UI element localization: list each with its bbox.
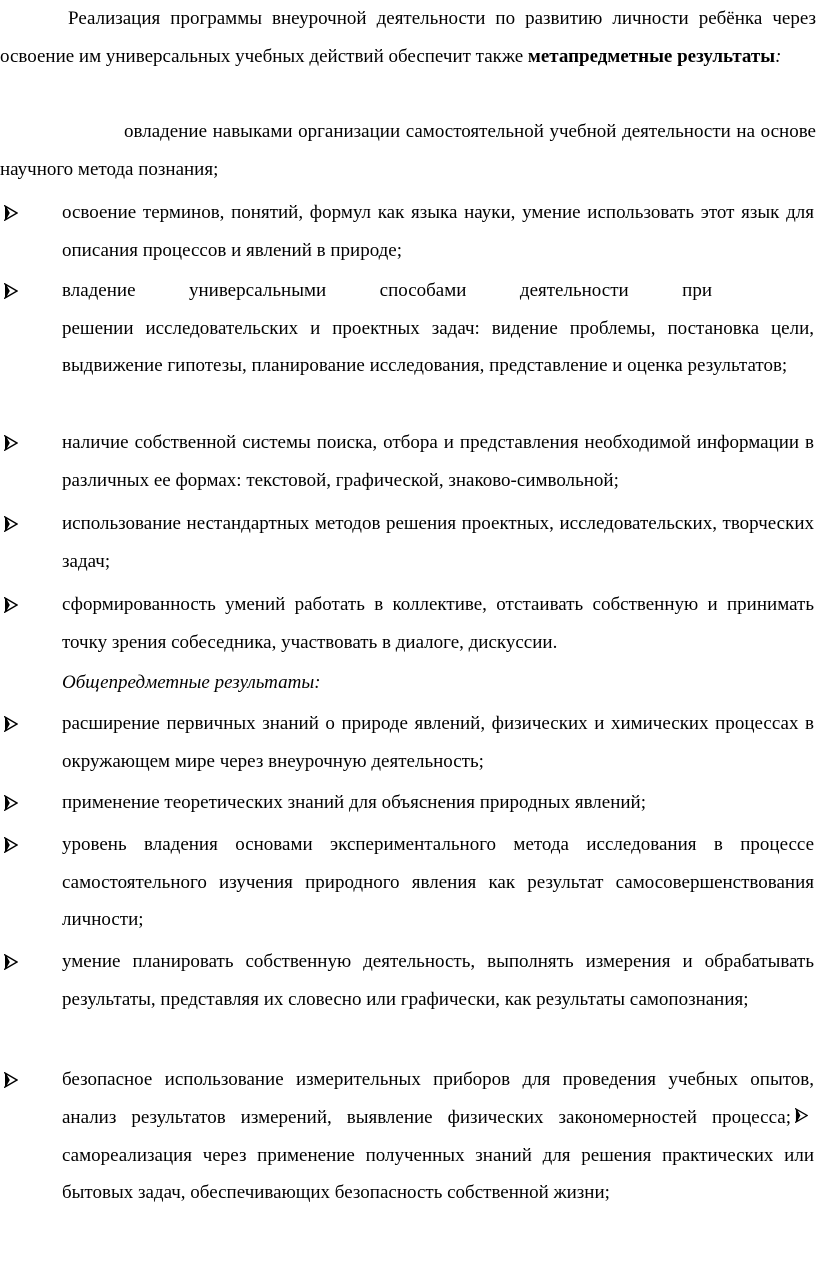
inline-item-text: самореализация через применение полученных знаний для решения практических или бытовых задач, обеспечивающих безопасность собственной жизни; <box>62 1144 814 1204</box>
list-item-text: умение планировать собственную деятельность, выполнять измерения и обрабатывать результаты, представляя их словесно или графически, как результаты самопознания; <box>62 951 814 1010</box>
intro-tail: : <box>775 45 782 67</box>
arrowhead-bullet-icon <box>0 272 22 310</box>
arrowhead-bullet-icon <box>0 505 22 543</box>
section-heading: Общепредметные результаты: <box>62 672 321 693</box>
intro-bold-term: метапредметные результаты <box>527 45 776 67</box>
arrowhead-bullet-icon <box>0 943 22 981</box>
arrowhead-bullet-icon <box>0 194 22 232</box>
arrowhead-bullet-icon <box>0 1061 22 1099</box>
list-item-text: применение теоретических знаний для объяснения природных явлений; <box>62 792 647 813</box>
list-item-text: решении исследовательских и проектных задач: видение проблемы, постановка цели, выдвижение гипотезы, планирование исследования, представление и оценка результатов; <box>62 317 814 376</box>
intro-paragraph <box>0 0 816 75</box>
arrowhead-bullet-icon <box>0 586 22 624</box>
list-item-text: расширение первичных знаний о природе явлений, физических и химических процессах в окружающем мире через внеурочную деятельность; <box>62 713 814 772</box>
list-item-text: освоение терминов, понятий, формул как языка науки, умение использовать этот язык для описания процессов и явлений в природе; <box>62 202 814 261</box>
list-item-text: наличие собственной системы поиска, отбора и представления необходимой информации в различных ее формах: текстовой, графической, знаково-символьной; <box>62 432 814 491</box>
arrowhead-bullet-icon <box>0 784 22 822</box>
arrowhead-bullet-icon <box>0 826 22 864</box>
list-item-text: безопасное использование измерительных приборов для проведения учебных опытов, анализ результатов измерений, выявление физических закономерностей процесса;самореализация через применение полученных знаний для решения практических или бытовых задач, обеспечивающих безопасность собственной жизни; <box>62 1069 814 1204</box>
intro-text: Реализация программы внеурочной деятельности по развитию личности ребёнка через освоение им универсальных учебных действий обеспечит также <box>0 8 816 67</box>
arrowhead-bullet-icon <box>795 1099 808 1137</box>
list-item-text: уровень владения основами экспериментального метода исследования в процессе самостоятельного изучения природного явления как результат самосовершенствования личности; <box>62 834 814 930</box>
first-point-paragraph: овладение навыками организации самостоятельной учебной деятельности на основе научного метода познания; <box>0 121 816 180</box>
list-item-text: владение универсальными способами деятельности при <box>62 280 712 301</box>
arrowhead-bullet-icon <box>0 705 22 743</box>
list-item-text: использование нестандартных методов решения проектных, исследовательских, творческих задач; <box>62 513 814 572</box>
arrowhead-bullet-icon <box>0 424 22 462</box>
list-item-text: сформированность умений работать в коллективе, отстаивать собственную и принимать точку зрения собеседника, участвовать в диалоге, дискуссии. <box>62 594 814 653</box>
